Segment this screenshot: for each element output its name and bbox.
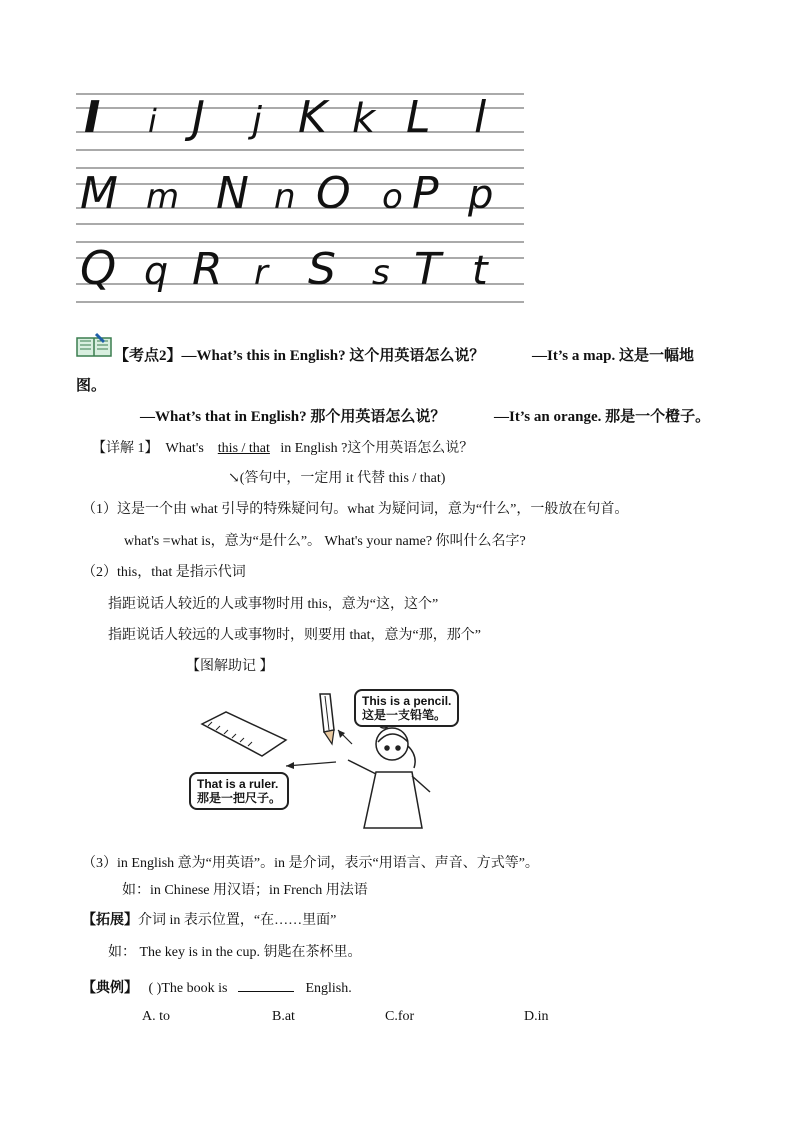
bubble-pencil-line1: This is a pencil.	[362, 694, 452, 708]
point-1: （1）这是一个由 what 引导的特殊疑问句。what 为疑问词，意为“什么”，一般放在句首。	[82, 502, 629, 517]
example-pre: The book is	[161, 981, 228, 996]
kaodian-label: 【考点2】	[114, 348, 182, 364]
letter-row2-3: N	[216, 168, 249, 219]
letter-row3-2: q	[144, 249, 169, 293]
letter-row1-4: j	[252, 100, 263, 141]
letter-row3-4: r	[254, 253, 268, 293]
detail-label: 【详解 1】	[92, 441, 159, 456]
point-3: （3）in English 意为“用英语”。in 是介词，表示“用语言、声音、方式等”。	[82, 856, 539, 871]
kaodian-a2: —It’s an orange. 那是一个橙子。	[494, 409, 711, 425]
point-3-sub: 如：in Chinese 用汉语；in French 用法语	[122, 883, 368, 898]
extension-example: 如： The key is in the cup. 钥匙在茶杯里。	[108, 945, 362, 960]
point-2-b: 指距说话人较远的人或事物时，则要用 that，意为“那，那个”	[108, 628, 481, 643]
girl-illustration	[348, 716, 430, 828]
detail-underlined: this / that	[217, 441, 270, 456]
detail-line	[92, 437, 473, 457]
kaodian-q2: —What’s that in English? 那个用英语怎么说？	[140, 409, 446, 425]
letter-row1-5: K	[298, 92, 327, 143]
letter-row3-3: R	[192, 244, 223, 295]
letter-row2-1: M	[80, 168, 118, 219]
letter-row3-1: Q	[80, 241, 117, 295]
option-d[interactable]: D.in	[524, 1009, 549, 1024]
option-c[interactable]: C.for	[385, 1009, 415, 1024]
letter-row1-6: k	[352, 96, 376, 142]
option-a[interactable]: A. to	[142, 1009, 170, 1024]
ruler-icon	[202, 712, 286, 756]
extension-text: 介词 in 表示位置，“在……里面”	[138, 913, 337, 928]
kaodian-a1-cont: 图。	[76, 378, 107, 394]
letter-row3-6: s	[372, 253, 390, 293]
example-question	[82, 977, 352, 997]
bubble-pencil	[354, 689, 459, 727]
extension-label: 【拓展】	[82, 913, 138, 928]
pencil-icon	[320, 694, 334, 744]
point-2-a: 指距说话人较近的人或事物时用 this，意为“这，这个”	[108, 597, 439, 612]
option-b[interactable]: B.at	[272, 1009, 295, 1024]
example-post: English.	[305, 981, 352, 996]
bubble-pencil-line2: 这是一支铅笔。	[362, 708, 447, 722]
letter-row1-3: J	[192, 92, 205, 143]
detail-post: in English ?这个用英语怎么说？	[280, 441, 474, 456]
letter-row2-8: p	[468, 172, 494, 218]
bubble-ruler-line2: 那是一把尺子。	[197, 791, 282, 805]
kaodian-line-1	[114, 344, 484, 365]
example-paren: ( )	[148, 981, 162, 996]
handwriting-practice-chart	[76, 84, 524, 316]
letter-row2-7: P	[412, 168, 439, 219]
letter-row1-7: L	[406, 92, 431, 143]
point-1-sub: what's =what is，意为“是什么”。 What's your name? 你叫什么名字?	[124, 534, 526, 549]
answer-blank[interactable]	[238, 978, 294, 992]
letter-row2-4: n	[274, 177, 296, 217]
letter-row3-7: T	[414, 244, 441, 295]
tujie-label: 【图解助记 】	[186, 659, 274, 674]
letter-row1-1: I	[84, 92, 101, 143]
kaodian-a1: —It’s a map. 这是一幅地	[532, 348, 694, 364]
letter-row2-5: O	[316, 168, 351, 219]
letter-row3-5: S	[308, 244, 336, 295]
letter-row2-6: o	[382, 177, 403, 217]
example-label: 【典例】	[82, 981, 138, 996]
point-2: （2）this，that 是指示代词	[82, 565, 246, 580]
letter-row2-2: m	[146, 177, 180, 217]
detail-pre: What's	[165, 441, 204, 456]
letter-row1-2: i	[148, 102, 157, 140]
detail-note: ↘(答句中，一定用 it 代替 this / that)	[228, 471, 446, 486]
book-icon	[76, 332, 112, 358]
kaodian-q1: —What’s this in English? 这个用英语怎么说？	[181, 348, 485, 364]
bubble-ruler	[189, 772, 289, 810]
extension-line	[82, 909, 336, 929]
letter-row1-8: l	[474, 92, 487, 143]
letter-row3-8: t	[472, 248, 488, 294]
bubble-ruler-line1: That is a ruler.	[197, 777, 279, 791]
